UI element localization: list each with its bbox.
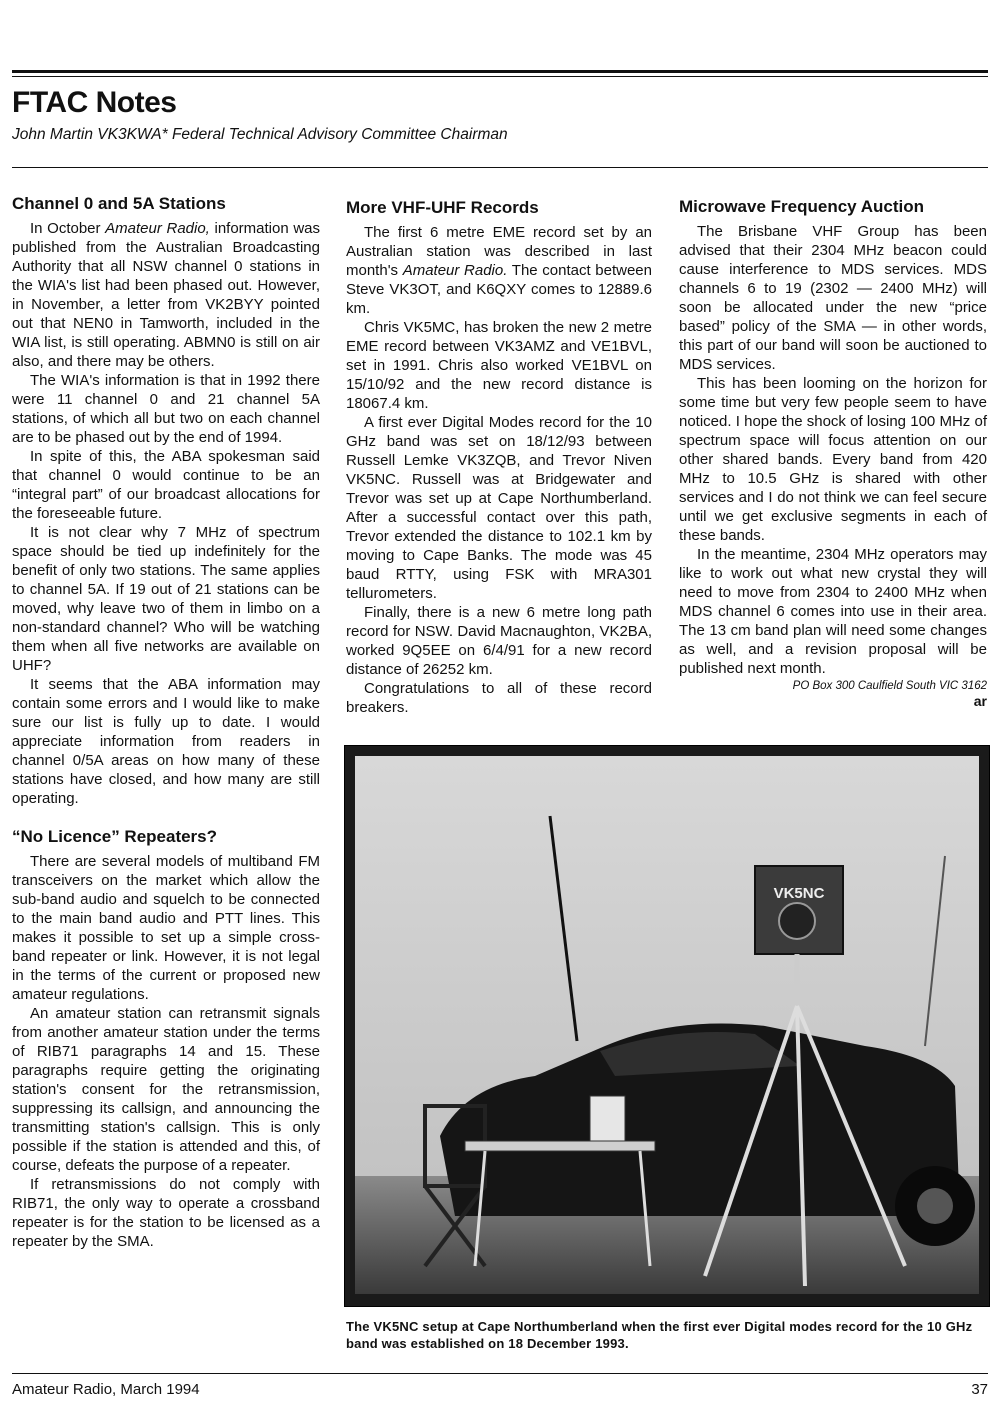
- paragraph: It seems that the ABA information may contain some errors and I would like to make sure our list is fully up to date. I would appreciate information from readers in channel 0/5A areas on how many of these stations have closed, and how many are still operating.: [12, 676, 320, 807]
- photo-vk5nc-setup: [344, 745, 990, 1307]
- photo-caption: The VK5NC setup at Cape Northumberland when the first ever Digital modes record for the 10 GHz band was established on 18 December 1993.: [346, 1319, 973, 1351]
- paragraph: Finally, there is a new 6 metre long path record for NSW. David Macnaughton, VK2BA, worked 9Q5EE on 6/4/91 for a new record distance of 26252 km.: [346, 604, 652, 678]
- article-end-mark: ar: [973, 693, 987, 709]
- paragraph: The Brisbane VHF Group has been advised that their 2304 MHz beacon could cause interference to MDS services. MDS channels 6 to 19 (2302 — 2400 MHz) will soon be allocated under the new “price based” policy of the SMA — in other words, this part of our band will soon be auctioned to MDS services.: [679, 223, 987, 373]
- wheel-hub: [917, 1188, 953, 1224]
- footer-publication: Amateur Radio, March 1994: [12, 1381, 200, 1398]
- column-1: [12, 193, 320, 1251]
- paragraph: The first 6 metre EME record set by an Australian station was described in last month's Amateur Radio. The contact between Steve VK3OT, and K6QXY comes to 12889.6 km.: [346, 224, 652, 317]
- paragraph: In spite of this, the ABA spokesman said that channel 0 would continue to be an “integral part” of our broadcast allocations for the foreseeable future.: [12, 448, 320, 522]
- paragraph: The WIA's information is that in 1992 there were 11 channel 0 and 21 channel 5A stations, of which all but two on each channel are to be phased out by the end of 1994.: [12, 372, 320, 446]
- page-title: FTAC Notes: [12, 86, 177, 119]
- column-2: [346, 197, 652, 717]
- paragraph: In October Amateur Radio, information was published from the Australian Broadcasting Authority that all NSW channel 0 stations in the WIA's list had been phased out. However, in November, a letter from VK2BYY pointed out that NEN0 in Tamworth, included in the WIA list, is still operating. ABMN0 is still on air also, and there may be others.: [12, 220, 321, 370]
- author-address: PO Box 300 Caulfield South VIC 3162: [792, 680, 987, 692]
- paragraph: Congratulations to all of these record breakers.: [346, 680, 652, 716]
- section-heading-channel-0: Channel 0 and 5A Stations: [12, 194, 226, 213]
- feed-horn: [779, 903, 815, 939]
- page-number: 37: [971, 1381, 988, 1398]
- footer-rule: [12, 1373, 988, 1374]
- paragraph: In the meantime, 2304 MHz operators may like to work out what new crystal they will need to move from 2304 to 2400 MHz when MDS channel 6 comes into use in their area. The 13 cm band plan will need some changes as well, and a revision proposal will be published next month.: [679, 546, 987, 677]
- section-heading-microwave-auction: Microwave Frequency Auction: [679, 197, 924, 216]
- paragraph: If retransmissions do not comply with RIB71, the only way to operate a crossband repeater is for the station to be licensed as a repeater by the SMA.: [12, 1176, 320, 1250]
- paragraph: A first ever Digital Modes record for the 10 GHz band was set on 18/12/93 between Russell Lemke VK3ZQB, and Trevor Niven VK5NC. Russell was at Bridgewater and Trevor was set up at Cape Northumberland. After a successful contact over this path, Trevor extended the distance to 102.1 km by moving to Cape Banks. The mode was 45 baud RTTY, using FSK with MRA301 tellurometers.: [346, 414, 652, 602]
- box-label: VK5NC: [773, 885, 825, 902]
- header-rule: [12, 167, 988, 168]
- section-heading-no-licence-repeaters: “No Licence” Repeaters?: [12, 827, 218, 846]
- paragraph: An amateur station can retransmit signals from another amateur station under the terms of RIB71 paragraphs 14 and 15. These paragraphs require getting the originating station's consent for the retransmission, suppressing its callsign, and announcing the transmitting station's callsign. This is only possible if the station is attended and this, of course, defeats the purpose of a repeater.: [12, 1005, 320, 1174]
- paragraph: It is not clear why 7 MHz of spectrum space should be tied up indefinitely for the benefit of only two stations. The same applies to channel 5A. If 19 out of 21 stations can be moved, why leave two of them in limbo on a non-standard channel? Who will be watching them when all five networks are available on UHF?: [12, 524, 320, 674]
- paragraph: Chris VK5MC, has broken the new 2 metre EME record between VK3AMZ and VE1BVL, set in 1991. Chris also worked VE1BVL on 15/10/92 and the new record distance is 18067.4 km.: [346, 319, 652, 412]
- publication-name: Amateur Radio,: [105, 220, 210, 237]
- paragraph: This has been looming on the horizon for some time but very few people seem to have noticed. I hope the shock of losing 100 MHz of spectrum space will focus attention on our other shared bands. Every band from 420 MHz to 10.5 GHz is shared with other services and I do not think we can feel secure until we get exclusive segments in each of these bands.: [679, 375, 987, 544]
- equipment-box: [590, 1096, 625, 1141]
- photo-illustration: [345, 746, 989, 1306]
- top-rule-thick: [12, 70, 988, 73]
- folding-table: [465, 1141, 655, 1151]
- byline: John Martin VK3KWA* Federal Technical Advisory Committee Chairman: [12, 126, 508, 143]
- paragraph: There are several models of multiband FM transceivers on the market which allow the sub-band audio and squelch to be connected to the main band audio and PTT lines. This makes it possible to set up a simple cross-band repeater or link. However, it is not legal in the terms of the current or proposed new amateur regulations.: [12, 853, 320, 1003]
- section-heading-vhf-uhf-records: More VHF-UHF Records: [346, 198, 539, 217]
- publication-name: Amateur Radio.: [402, 262, 508, 279]
- column-3: [679, 196, 987, 709]
- top-rule-thin: [12, 76, 988, 77]
